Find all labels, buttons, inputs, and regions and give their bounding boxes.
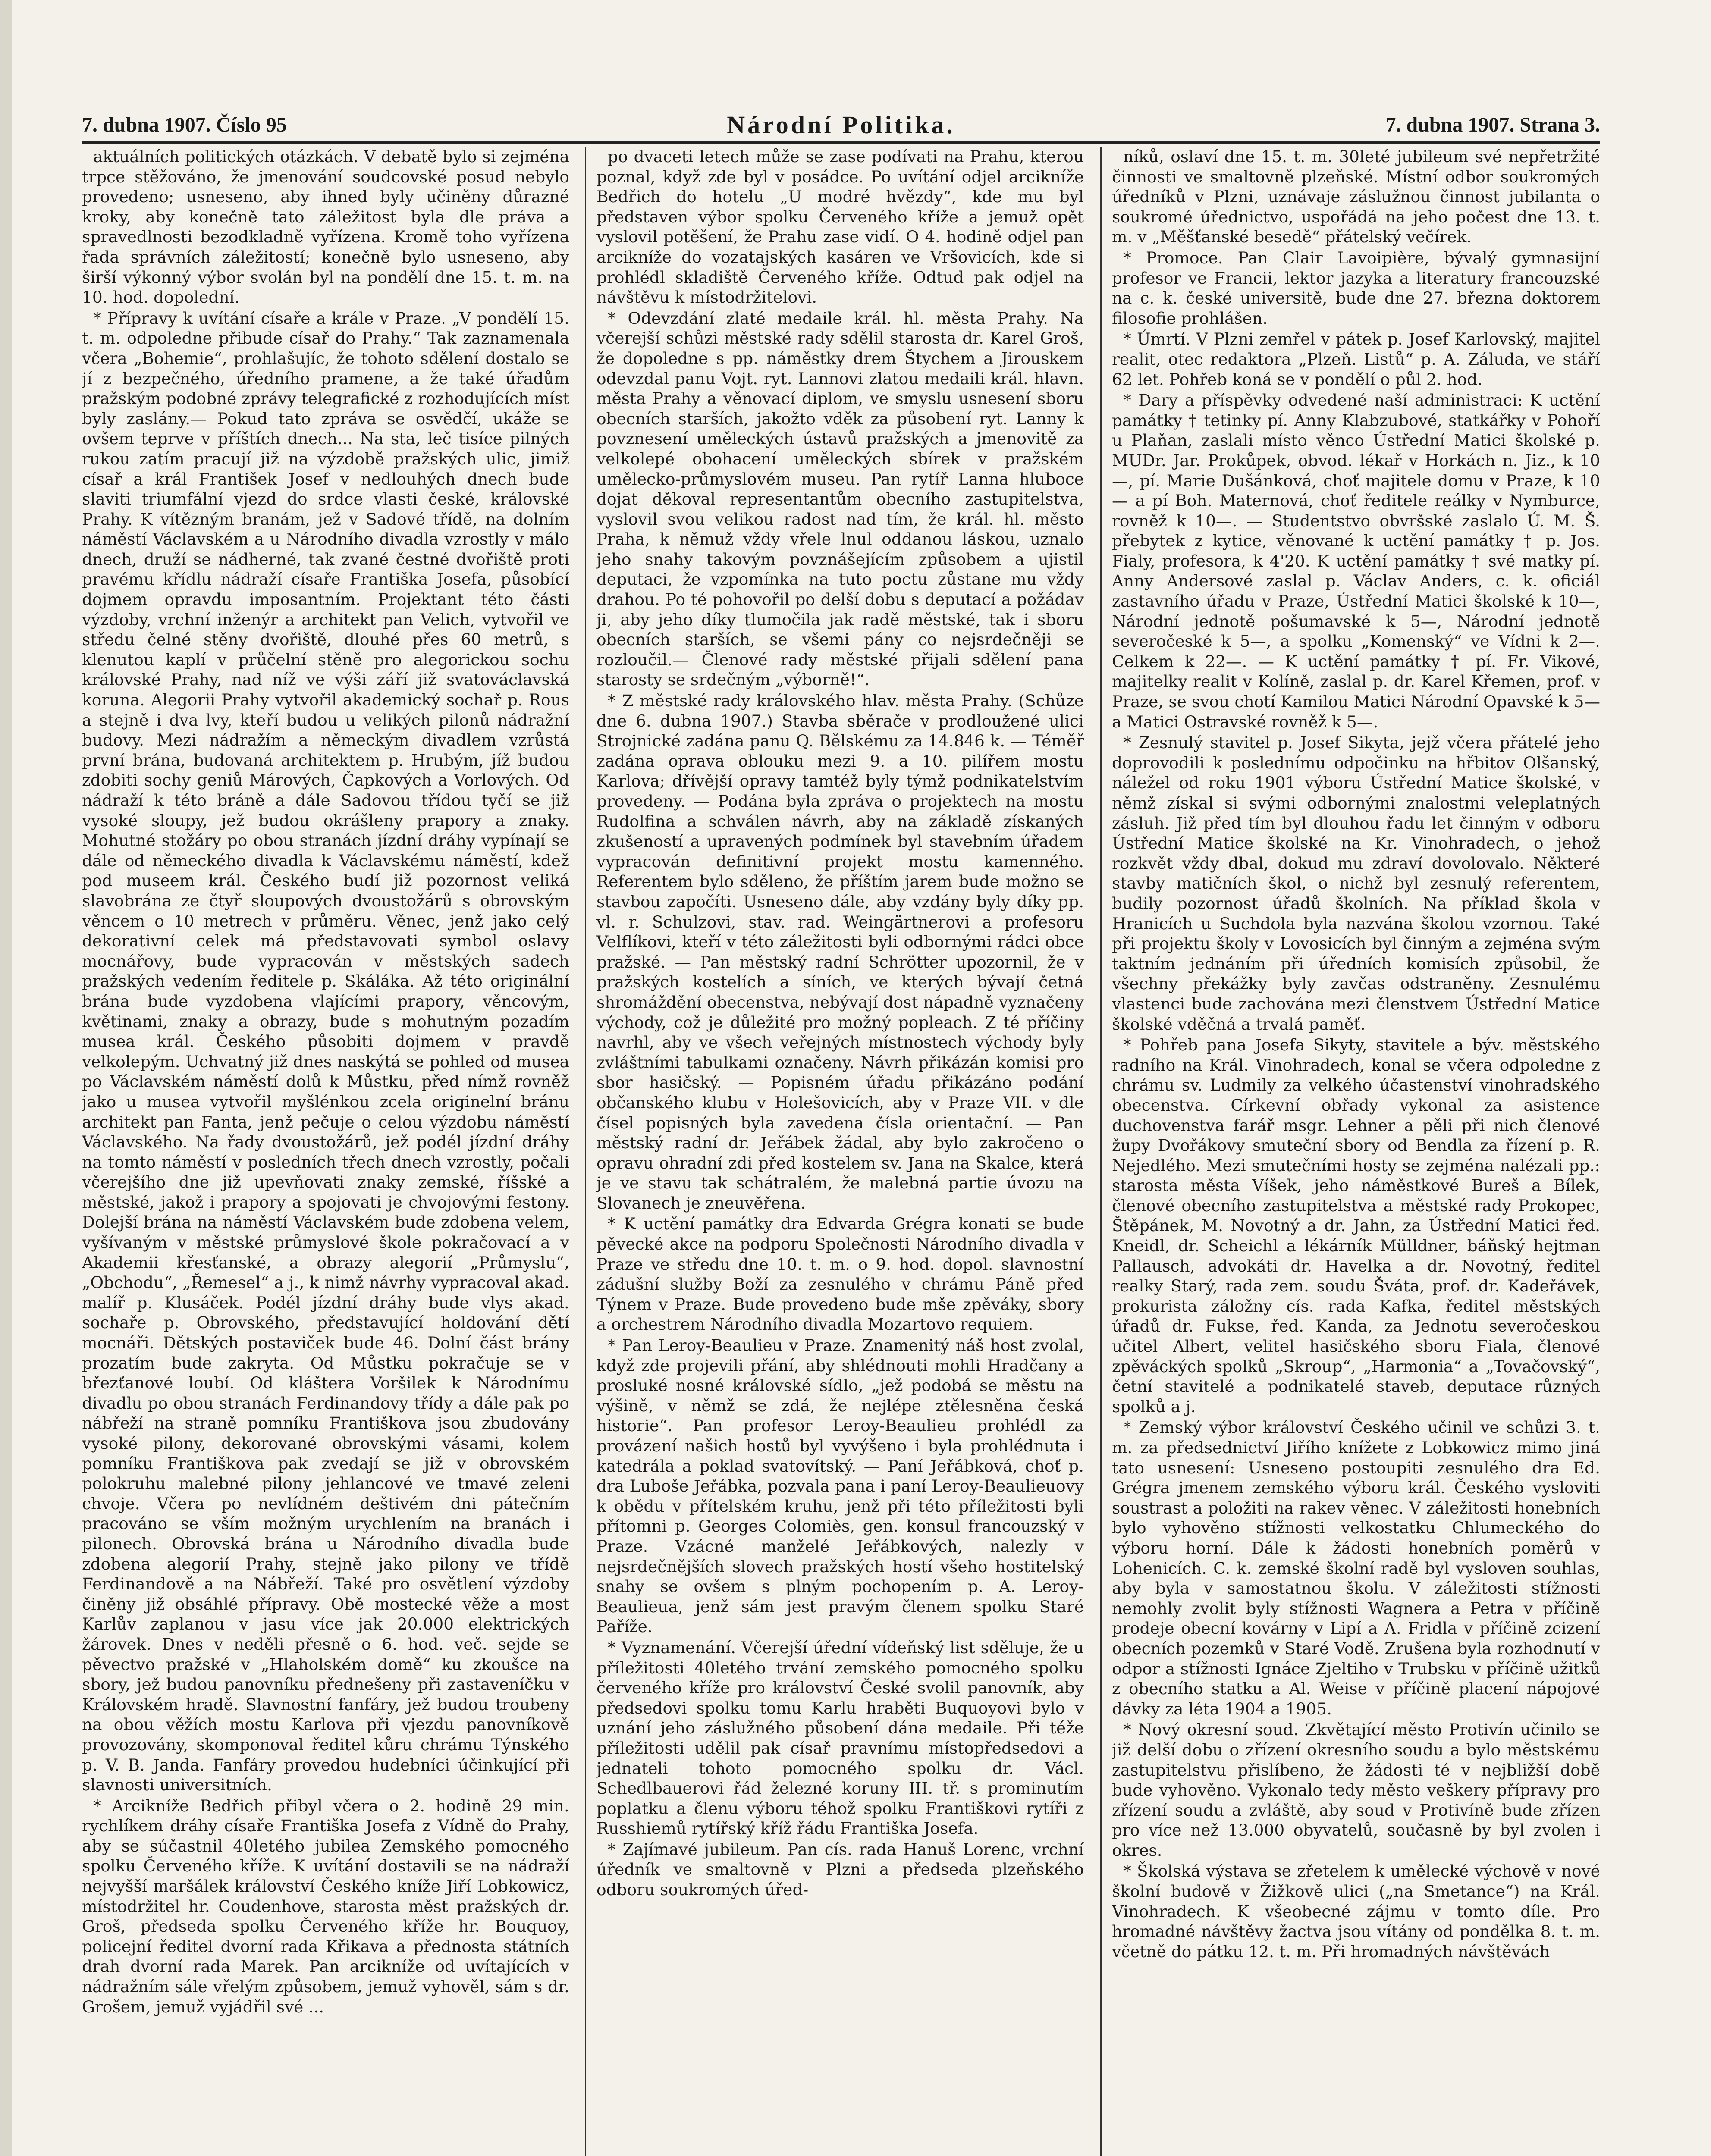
article-text: * Pohřeb pana Josefa Sikyty, stavitele a býv. městského radního na Král. Vinohradech, konal se včera odpoledne z chrámu sv. Ludmily za velkého účastenství vinohradského obecenstva. Církevní obřady vykonal za asistence duchovenstva farář msgr. Lehner a pěli při nich členové župy Dvořákovy smuteční sbory od Bendla za řízení p. R. Nejedlého. Mezi smutečními hosty se zejména nalézali pp.: starosta města Víšek, jeho náměstkové Bureš a Bílek, členové obecního zastupitelstva a městské rady Prokopec, Štěpánek, M. Novotný a dr. Jahn, za Ústřední Matici řed. Kneidl, dr. Scheichl a lékárník Mülldner, báňský hejtman Pallausch, advokáti dr. Havelka a dr. Novotný, ředitel realky Starý, rada zem. soudu Šváta, prof. dr. Kadeřávek, prokurista záložny cís. rada Kafka, ředitel městských úřadů dr. Fukse, řed. Kanda, za Jednotu severočeskou učitel Albert, velitel hasičského sboru Fiala, členové zpěváckých spolků „Skroup“, „Harmonia“ a „Tovačovský“, četní stavitelé a podnikatelé staveb, deputace různých spolků a j. [1112, 1035, 1600, 1416]
article-text: * Arcikníže Bedřich přibyl včera o 2. hodině 29 min. rychlíkem dráhy císaře Františka Josefa z Vídně do Prahy, aby se súčastnil 40letého jubilea Zemského pomocného spolku Červeného kříže. K uvítání dostavili se na nádraží nejvyšší maršálek království Českého kníže Jiří Lobkowicz, místodržitel hr. Coudenhove, starosta měst pražských dr. Groš, předseda spolku Červeného kříže hr. Bouquoy, policejní ředitel dvorní rada Křikava a přednosta státních drah dvorní rada Marek. Pan arcikníže od uvítajících v nádražním sále vřelým způsobem, jemuž vyhověl, sám s dr. Grošem, jemuž vyjádřil své ... [82, 1796, 569, 2016]
article-text: * Promoce. Pan Clair Lavoipière, bývalý gymnasijní profesor ve Francii, lektor jazyka a literatury francouzské na c. k. české universitě, bude dne 27. března doktorem filosofie prohlášen. [1112, 248, 1600, 328]
masthead-title: Národní Politika. [727, 111, 955, 139]
article-text: * Pan Leroy-Beaulieu v Praze. Znamenitý náš host zvolal, když zde projevili přání, aby shlédnouti mohli Hradčany a prosluké nosné královské sídlo, „jež podobá se městu na výšině, v němž se zdá, že nejlépe ztělesněna česká historie“. Pan profesor Leroy-Beaulieu prohlédl za provázení našich hostů byl vyvýšeno i byla prohlédnuta i katedrála a poklad svatovítský. — Paní Jeřábková, choť p. dra Luboše Jeřábka, pozvala pana i paní Leroy-Beaulieuovy k obědu v přítelském kruhu, jenž při této příležitosti byli přítomni p. Georges Colomiès, gen. konsul francouzský v Praze. Vzácné manželé Jeřábkových, nalezly v nejsrdečnějších slovech pražských hostí všeho hostitelský snahy se ovšem s plným pochopením p. A. Leroy-Beaulieua, jenž sám jest pravým členem spolku Staré Paříže. [596, 1336, 1084, 1636]
header-date-page: 7. dubna 1907. Strana 3. [1385, 113, 1600, 136]
header-rule [82, 141, 1600, 144]
column-2 [596, 147, 1084, 2156]
article-text: * Přípravy k uvítání císaře a krále v Praze. „V pondělí 15. t. m. odpoledne přibude císař do Prahy.“ Tak zaznamenala včera „Bohemie“, prohlašujíc, že tohoto sdělení dostalo se jí z bezpečného, úředního pramene, a že také úřadům pražským podobné zprávy telegrafické z rozhodujících míst byly zaslány.— Pokud tato zpráva se osvědčí, ukáže se ovšem teprve v příštích dnech... Na sta, leč tisíce pilných rukou zatím pracují již na výzdobě pražských ulic, jimiž císař a král František Josef v nedlouhých dnech bude slaviti triumfální vjezd do srdce vlasti české, královské Prahy. K vítězným branám, jež v Sadové třídě, na dolním náměstí Václavském a u Národního divadla vzrostly v málo dnech, druží se nádherné, tak zvané čestné dvořiště proti pravému křídlu nádraží císaře Františka Josefa, působící dojmem opravdu imposantním. Projektant této části výzdoby, vrchní inženýr a architekt pan Velich, vytvořil ve středu čelné stěny dvořiště, dlouhé přes 60 metrů, s klenutou kaplí v průčelní stěně pro alegorickou sochu královské Prahy, nad níž ve výši září již svatováclavská koruna. Alegorii Prahy vytvořil akademický sochař p. Rous a stejně i dva lvy, kteří budou u velikých pilonů nádražní budovy. Mezi nádražím a německým divadlem vzrůstá první brána, budovaná architektem p. Hrubým, jíž budou zdobiti sochy geniů Márových, Čapkových a Vorlových. Od nádraží k této bráně a dále Sadovou třídou tyčí se již vysoké sloupy, jež budou okrášleny prapory a znaky. Mohutné stožáry po obou stranách jízdní dráhy vypínají se dále od německého divadla k Václavskému náměstí, kdež pod museem král. Českého budí již pozornost veliká slavobrána ze čtyř sloupových dvoustožárů s obrovským věncem o 10 metrech v průměru. Věnec, jenž jako celý dekorativní celek má představovati symbol oslavy mocnářovy, bude vypracován v městských sadech pražských vedením ředitele p. Skáláka. Až této originální brána bude vyzdobena vlajícími prapory, věncovým, květinami, znaky a obrazy, bude s mohutným pozadím musea král. Českého působiti dojmem v pravdě velkolepým. Uchvatný již dnes naskýtá se pohled od musea po Václavském náměstí dolů k Můstku, před nímž rovněž jako u musea vytvořil myšlénkou zcela originelní bránu architekt pan Fanta, jenž pečuje o celou výzdobu náměstí Václavského. Na řady dvoustožárů, jež podél jízdní dráhy na tomto náměstí v posledních třech dnech vzrostly, počali včerejšího dne již upevňovati znaky zemské, říšské a městské, jakož i prapory a spojovati je chvojovými festony. Dolejší brána na náměstí Václavském bude zdobena velem, vyšívaným v městské průmyslové škole pokračovací a v Akademii křesťanské, a obrazy alegorií „Průmyslu“, „Obchodu“, „Řemesel“ a j., k nimž návrhy vypracoval akad. malíř p. Klusáček. Podél jízdní dráhy bude vlys akad. sochaře p. Obrovského, představující holdování dětí mocnáři. Dětských postaviček bude 46. Dolní část brány prozatím bude zakryta. Od Můstku pokračuje se v březťanové loubí. Od kláštera Voršilek k Národnímu divadlu po obou stranách Ferdinandovy třídy a dále pak po nábřeží na straně pomníku Františkova jsou zbudovány vysoké pilony, dekorované obrovskými vásami, kolem pomníku Františkova pak zvedají se již v obrovském polokruhu malebné pilony jehlancové ve tmavé zeleni chvoje. Včera po nevlídném deštivém dni pátečním pracováno se vším možným urychlením na branách i pilonech. Obrovská brána u Národního divadla bude zdobena alegorií Prahy, stejně jako pilony ve třídě Ferdinandově a na Nábřeží. Také pro osvětlení výzdoby činěny již obsáhlé přípravy. Obě mostecké věže a most Karlův zaplanou v jasu více jak 20.000 elektrických žárovek. Dnes v neděli přesně o 6. hod. več. sejde se pěvectvo pražské v „Hlaholském domě“ ku zkoušce na sbory, jež budou panovníku přednešeny při zastaveníčku v Královském hradě. Slavnostní fanfáry, jež budou troubeny na obou věžích mostu Karlova při vjezdu panovníkově provozovány, skomponoval ředitel kůru chrámu Týnského p. V. B. Janda. Fanfáry provedou hudebníci účinkující při slavnosti universitních. [82, 308, 569, 1795]
column-3 [1112, 147, 1600, 2156]
article-text: * Odevzdání zlaté medaile král. hl. města Prahy. Na včerejší schůzi městské rady sdělil starosta dr. Karel Groš, že dopoledne s pp. náměstky drem Štychem a Jirouskem odevzdal panu Vojt. ryt. Lannovi zlatou medaili král. hlavn. města Prahy a věnovací diplom, ve smyslu usnesení sboru obecních starších, jakožto vděk za působení ryt. Lanny k povznesení uměleckých ústavů pražských a jmenovitě za velkolepé obohacení uměleckých sbírek v pražském umělecko-průmyslovém museu. Pan rytíř Lanna hluboce dojat děkoval representantům obecního zastupitelstva, vyslovil svou velikou radost nad tím, že král. hl. město Praha, k němuž vždy vřele lnul oddanou láskou, uznalo jeho snahy takovým povznášejícím způsobem a ujistil deputaci, že vzpomínka na tuto poctu zůstane mu vždy drahou. Po té pohovořil po delší dobu s deputací a požádav ji, aby jeho díky tlumočila jak radě městské, tak i sboru obecních starších, se všemi pány co nejsrdečněji se rozloučil.— Členové rady městské přijali sdělení pana starosty se srdečným „výborně!“. [596, 308, 1084, 689]
article-text: * Zemský výbor království Českého učinil ve schůzi 3. t. m. za předsednictví Jiřího knížete z Lobkowicz mimo jiná tato usnesení: Usneseno postoupiti zesnulého dra Ed. Grégra jmenem zemského výboru král. Českého vysloviti soustrast a položiti na rakev věnec. V záležitosti honebních bylo vyhověno stížnosti velkostatku Chlumeckého do výboru horní. Dále k žádosti honebních poměrů v Lohenicích. C. k. zemské školní radě byl vysloven souhlas, aby byla v samostatnou školu. V záležitosti stížnosti nemohly zvolit byly stížnosti Wagnera a Petra v příčině prodeje obecní kovárny v Lipí a A. Fridla v příčině zcizení obecních pozemků v Staré Vodě. Zrušena byla rozhodnutí v odpor a stížnosti Ignáce Zjeltiho v Trubsku v příčině užitků z obecního statku a Al. Weise v příčině placení nápojové dávky za léta 1904 a 1905. [1112, 1418, 1600, 1718]
article-text: po dvaceti letech může se zase podívati na Prahu, kterou poznal, když zde byl v posádce. Po uvítání odjel arcikníže Bedřich do hotelu „U modré hvězdy“, kde mu byl představen výbor spolku Červeného kříže a jemuž opět vyslovil potěšení, že Prahu zase vidí. O 4. hodině odjel pan arcikníže do vozatajských kasáren ve Vršovicích, kde si prohlédl skladiště Červeného kříže. Odtud pak odjel na návštěvu k místodržitelovi. [596, 147, 1084, 307]
header-date-issue: 7. dubna 1907. Číslo 95 [82, 113, 287, 136]
page-edge [0, 0, 12, 2156]
column-1 [82, 147, 569, 2156]
article-text: * Nový okresní soud. Zkvětající město Protivín učinilo se již delší dobu o zřízení okresního soudu a bylo městskému zastupitelstvu přislíbeno, že žádosti té v nejbližší době bude vyhověno. Vykonalo tedy město veškery přípravy pro zřízení soudu a zvláště, aby soud v Protivíně bude zřízen pro více než 13.000 obyvatelů, současně by byl zvolen i okres. [1112, 1720, 1600, 1860]
article-text: aktuálních politických otázkách. V debatě bylo si zejména trpce stěžováno, že jmenování soudcovské posud nebylo provedeno; usneseno, aby ihned byly učiněny důrazné kroky, aby konečně tato záležitost byla dle práva a spravedlnosti bezodkladně vyřízena. Kromě toho vyřízena řada správních záležitostí; konečně bylo usneseno, aby širší výkonný výbor svolán byl na pondělí dne 15. t. m. na 10. hod. dopolední. [82, 147, 569, 307]
column-divider [1100, 147, 1102, 2156]
article-text: * Zesnulý stavitel p. Josef Sikyta, jejž včera přátelé jeho doprovodili k poslednímu odpočinku na hřbitov Olšanský, náležel od roku 1901 výboru Ústřední Matice školské, v němž získal si svými odbornými znalostmi veleplatných zásluh. Již před tím byl dlouhou řadu let činným v odboru Ústřední Matice školské na Kr. Vinohradech, o jehož rozkvět vždy dbal, dokud mu zdraví dovolovalo. Některé stavby matičních škol, o nichž byl zesnulý referentem, budily pozornost úřadů školních. Na příklad škola v Hranicích u Suchdola byla nazvána školou vzornou. Také při projektu školy v Lovosicích byl činným a zejména svým taktním jednáním při úředních komisích způsobil, že všechny překážky byly zavčas odstraněny. Zesnulému vlastenci bude zachována mezi členstvem Ústřední Matice školské vděčná a trvalá paměť. [1112, 733, 1600, 1034]
page-header [82, 113, 1600, 143]
column-divider [585, 147, 586, 2156]
article-text: * Školská výstava se zřetelem k umělecké výchově v nové školní budově v Žižkově ulici („na Smetance“) na Král. Vinohradech. K všeobecné zájmu v tomto díle. Pro hromadné návštěvy žactva jsou vítány od pondělka 8. t. m. včetně do pátku 12. t. m. Při hromadných návštěvách [1112, 1861, 1600, 1961]
article-text: * Z městské rady královského hlav. města Prahy. (Schůze dne 6. dubna 1907.) Stavba sběrače v prodloužené ulici Strojnické zadána panu Q. Bělskému za 14.846 k. — Téměř zadána oprava oblouku mezi 9. a 10. pilířem mostu Karlova; dřívější opravy tamtéž byly týmž podnikatelstvím provedeny. — Podána byla zpráva o projektech na mostu Rudolfina a schválen návrh, aby na základě získaných zkušeností a upravených podmínek byl stavebním úřadem vypracován definitivní projekt mostu kamenného. Referentem bylo sděleno, že příštím jarem bude možno se stavbou započíti. Usneseno dále, aby vzdány byly díky pp. vl. r. Schulzovi, stav. rad. Weingärtnerovi a profesoru Velflíkovi, kteří v této záležitosti byli odbornými rádci obce pražské. — Pan městský radní Schrötter upozornil, že v pražských kostelích a síních, ve kterých bývají četná shromáždění obecenstva, nebývají dost nápadně vyznačeny východy, což je důležité pro možný popleach. Z té příčiny navrhl, aby ve všech veřejných místnostech východy byly zvláštními tabulkami označeny. Návrh přikázán komisi pro sbor hasičský. — Popisném úřadu přikázáno podání občanského klubu v Holešovicích, aby v Praze VII. v dle čísel popisných byla zavedena čísla orientační. — Pan městský radní dr. Jeřábek žádal, aby bylo zakročeno o opravu ohradní zdi před kostelem sv. Jana na Skalce, která je ve stavu tak schátralém, že malebná partie úvozu na Slovanech je zneuvěřena. [596, 691, 1084, 1213]
article-text: * Vyznamenání. Včerejší úřední vídeňský list sděluje, že u příležitosti 40letého trvání zemského pomocného spolku červeného kříže pro království České svolil panovník, aby předsedovi spolku tomu Karlu hraběti Buquoyovi bylo v uznání jeho záslužného působení dána medaile. Při téže příležitosti udělil pak císař pravnímu místopředsedovi a jednateli tohoto pomocného spolku dr. Václ. Schedlbauerovi řád železné koruny III. tř. s prominutím poplatku a členu výboru téhož spolku Františkovi rytíři z Russhiemů rytířský kříž řádu Františka Josefa. [596, 1638, 1084, 1838]
article-text: * K uctění památky dra Edvarda Grégra konati se bude pěvecké akce na podporu Společnosti Národního divadla v Praze ve středu dne 10. t. m. o 9. hod. dopol. slavnostní zádušní služby Boží za zesnulého v chrámu Páně před Týnem v Praze. Bude provedeno bude mše zpěváky, sbory a orchestrem Národního divadla Mozartovo requiem. [596, 1214, 1084, 1334]
article-text: * Úmrtí. V Plzni zemřel v pátek p. Josef Karlovský, majitel realit, otec redaktora „Plzeň. Listů“ p. A. Záluda, ve stáří 62 let. Pohřeb koná se v pondělí o půl 2. hod. [1112, 329, 1600, 389]
article-text: níků, oslaví dne 15. t. m. 30leté jubileum své nepřetržité činnosti ve smaltovně plzeňské. Místní odbor soukromých úředníků v Plzni, uznávaje záslužnou činnost jubilanta o soukromé úřednictvo, uspořádá na jeho počest dne 13. t. m. v „Měšťanské besedě“ přátelský večírek. [1112, 147, 1600, 247]
article-text: * Zajímavé jubileum. Pan cís. rada Hanuš Lorenc, vrchní úředník ve smaltovně v Plzni a předseda plzeňského odboru soukromých úřed- [596, 1839, 1084, 1899]
article-text: * Dary a příspěvky odvedené naší administraci: K uctění památky † tetinky pí. Anny Klabzubové, statkářky v Pohoří u Plaňan, zaslali místo věnco Ústřední Matici školské p. MUDr. Jar. Prokůpek, obvod. lékař v Horkách n. Jiz., k 10—, pí. Marie Dušánková, choť majitele domu v Praze, k 10— a pí Boh. Maternová, choť ředitele reálky v Nymburce, rovněž k 10—. — Studentstvo obvršské zaslalo Ú. M. Š. přebytek z kytice, věnované k uctění památky † p. Jos. Fialy, profesora, k 4'20. K uctění památky † své matky pí. Anny Andersové zaslal p. Václav Anders, c. k. oficiál zastavního úřadu v Praze, Ústřední Matici školské k 10—, Národní jednotě pošumavské k 5—, Národní jednotě severočeské k 5—, a spolku „Komenský“ ve Vídni k 2—. Celkem k 22—. — K uctění památky † pí. Fr. Vikové, majitelky realit v Kolíně, zaslal p. dr. Karel Křemen, prof. v Praze, se svou chotí Kamilou Matici Národní Opavské k 5— a Matici Ostravské rovněž k 5—. [1112, 391, 1600, 731]
